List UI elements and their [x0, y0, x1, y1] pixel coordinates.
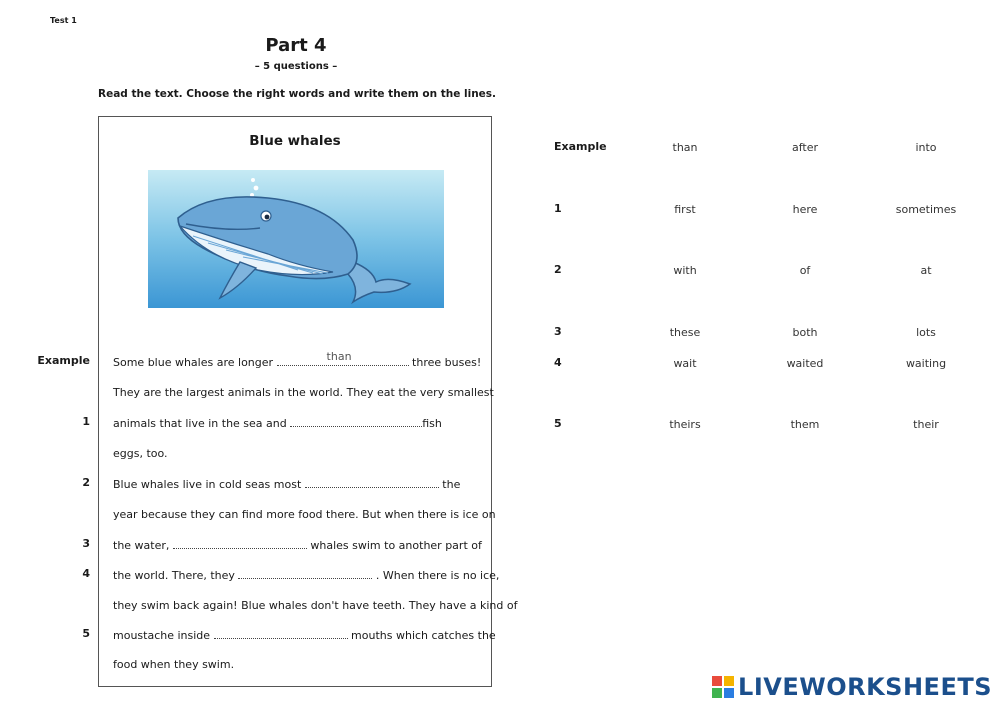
line-text-before: the water, — [113, 539, 173, 552]
option-word[interactable]: theirs — [669, 418, 701, 431]
line-text-before: Blue whales live in cold seas most — [113, 478, 305, 491]
row-label-example: Example — [37, 354, 90, 367]
text-line-q1 — [113, 416, 442, 430]
line-text-after: fish — [422, 417, 442, 430]
row-label-5: 5 — [82, 627, 90, 640]
whale-illustration — [148, 170, 444, 308]
answer-blank-2[interactable] — [305, 477, 439, 488]
text-line: year because they can find more food there. But when there is ice on — [113, 508, 496, 521]
row-label-3: 3 — [82, 537, 90, 550]
option-word[interactable]: waiting — [905, 357, 947, 370]
text-line: They are the largest animals in the world. They eat the very smallest — [113, 386, 494, 399]
option-word: after — [791, 141, 819, 154]
liveworksheets-logo[interactable] — [712, 673, 992, 701]
option-word[interactable]: of — [799, 264, 811, 277]
option-word[interactable]: at — [920, 264, 932, 277]
option-label-5: 5 — [554, 417, 562, 430]
option-label-1: 1 — [554, 202, 562, 215]
text-title: Blue whales — [249, 133, 341, 149]
option-word[interactable]: here — [792, 203, 818, 216]
test-label: Test 1 — [50, 16, 77, 25]
line-text-before: moustache inside — [113, 629, 214, 642]
option-word[interactable]: sometimes — [895, 203, 957, 216]
line-text-before: the world. There, they — [113, 569, 239, 582]
line-text-after: the — [438, 478, 461, 491]
example-answer-blank — [277, 350, 409, 366]
example-answer: than — [326, 350, 352, 363]
instruction-text: Read the text. Choose the right words and write them on the lines. — [98, 88, 497, 100]
part-subtitle: – 5 questions – — [254, 61, 338, 72]
option-word[interactable]: lots — [916, 326, 936, 339]
line-text-after: three buses! — [408, 356, 482, 369]
row-label-2: 2 — [82, 476, 90, 489]
line-text-after: . When there is no ice, — [372, 569, 500, 582]
liveworksheets-brand-text: LIVEWORKSHEETS — [738, 673, 992, 701]
answer-blank-5[interactable] — [214, 628, 348, 639]
option-label-4: 4 — [554, 356, 562, 369]
text-line: eggs, too. — [113, 447, 168, 460]
text-line-q3 — [113, 538, 482, 552]
option-word[interactable]: with — [673, 264, 697, 277]
answer-blank-3[interactable] — [173, 538, 307, 549]
option-word[interactable]: these — [669, 326, 701, 339]
option-word[interactable]: wait — [673, 357, 697, 370]
row-label-1: 1 — [82, 415, 90, 428]
option-word[interactable]: first — [674, 203, 696, 216]
text-line: food when they swim. — [113, 658, 235, 671]
answer-blank-1[interactable] — [290, 416, 422, 427]
option-label-2: 2 — [554, 263, 562, 276]
line-text-after: mouths which catches the — [347, 629, 496, 642]
option-word: than — [672, 141, 698, 154]
line-text-before: Some blue whales are longer — [113, 356, 277, 369]
text-line: they swim back again! Blue whales don't have teeth. They have a kind of — [113, 599, 518, 612]
text-line-example — [113, 350, 482, 369]
option-word[interactable]: waited — [786, 357, 824, 370]
text-line-q5 — [113, 628, 496, 642]
option-word[interactable]: their — [913, 418, 939, 431]
option-word[interactable]: both — [792, 326, 818, 339]
option-word[interactable]: them — [790, 418, 820, 431]
option-label-example: Example — [554, 140, 607, 153]
line-text-before: animals that live in the sea and — [113, 417, 291, 430]
row-label-4: 4 — [82, 567, 90, 580]
option-word: into — [915, 141, 937, 154]
line-text-after: whales swim to another part of — [306, 539, 482, 552]
text-line-q2 — [113, 477, 460, 491]
liveworksheets-logo-icon — [712, 676, 734, 698]
answer-blank-4[interactable] — [238, 568, 372, 579]
part-title: Part 4 — [265, 35, 327, 56]
text-line-q4 — [113, 568, 499, 582]
option-label-3: 3 — [554, 325, 562, 338]
